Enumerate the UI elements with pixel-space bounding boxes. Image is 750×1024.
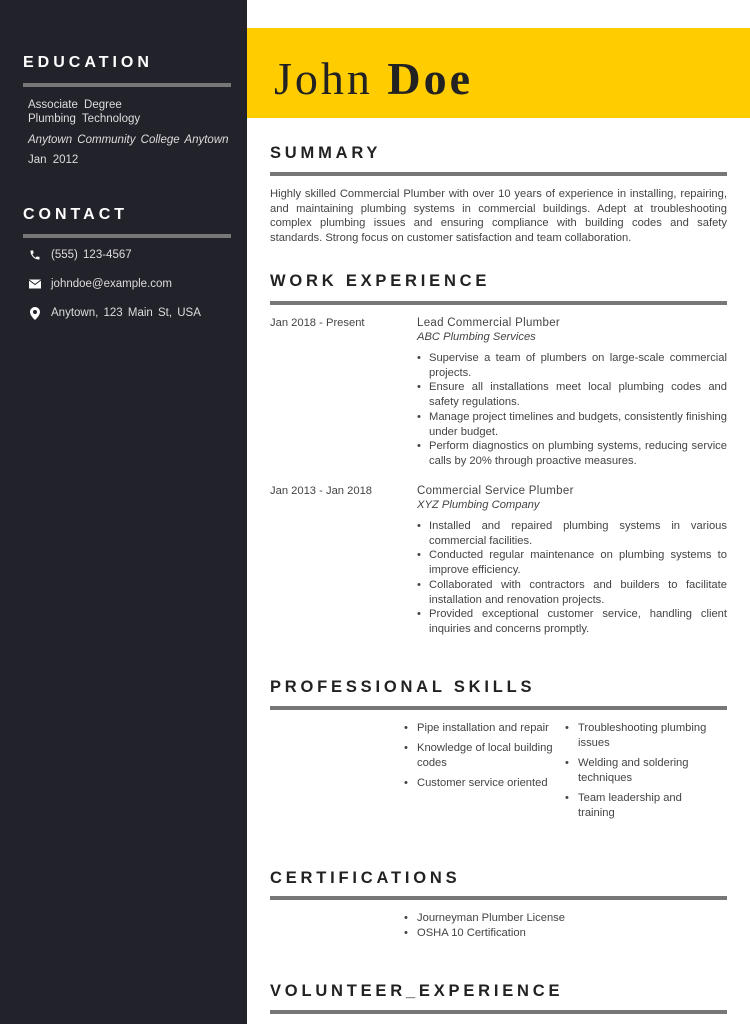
job-bullet: • Supervise a team of plumbers on large-scale commercial projects.: [417, 351, 727, 380]
job-bullets: [417, 351, 727, 469]
certification-item: • Journeyman Plumber License: [403, 911, 565, 926]
first-name: John: [274, 53, 373, 104]
summary-text: Highly skilled Commercial Plumber with over 10 years of experience in installing, repairing, and maintaining plumbing systems in commercial buildings. Adept at troubleshooting complex plumbing issues and ensuring compliance with building codes and safety standards. Strong focus on customer satisfaction and team collaboration.: [270, 188, 727, 245]
skills-column-1: [403, 721, 563, 796]
job-bullet: • Manage project timelines and budgets, consistently finishing under budget.: [417, 410, 727, 439]
job-bullet: • Ensure all installations meet local plumbing codes and safety regulations.: [417, 380, 727, 409]
education-date: Jan 2012: [28, 154, 79, 166]
envelope-icon: [28, 277, 42, 291]
contact-address: [28, 306, 201, 320]
summary-heading: SUMMARY: [270, 144, 382, 162]
name-banner: [247, 28, 750, 118]
certifications-divider: [270, 896, 727, 900]
job-company: ABC Plumbing Services: [417, 331, 536, 343]
certifications-list: [403, 911, 565, 941]
contact-divider: [23, 234, 231, 238]
contact-phone-text: (555) 123-4567: [51, 249, 132, 261]
skill-item: • Pipe installation and repair: [403, 721, 563, 736]
skill-item: • Team leadership and training: [564, 791, 714, 820]
certifications-heading: CERTIFICATIONS: [270, 869, 461, 887]
job-dates: Jan 2018 - Present: [270, 317, 365, 329]
education-field: Plumbing Technology: [28, 113, 141, 125]
job-bullet: • Conducted regular maintenance on plumbing systems to improve efficiency.: [417, 548, 727, 577]
skills-column-2: [564, 721, 714, 826]
last-name: Doe: [387, 53, 474, 104]
skills-heading: PROFESSIONAL SKILLS: [270, 678, 536, 696]
education-heading: EDUCATION: [23, 54, 153, 71]
work-experience-heading: WORK EXPERIENCE: [270, 272, 491, 290]
contact-email[interactable]: [28, 277, 172, 291]
map-pin-icon: [28, 306, 42, 320]
job-bullet: • Collaborated with contractors and builders to facilitate installation and renovation projects.: [417, 578, 727, 607]
skill-item: • Knowledge of local building codes: [403, 741, 563, 770]
volunteer-divider: [270, 1010, 727, 1014]
job-bullet: • Provided exceptional customer service, handling client inquiries and concerns promptly.: [417, 607, 727, 636]
phone-icon: [28, 248, 42, 262]
job-title: Commercial Service Plumber: [417, 485, 574, 497]
skill-item: • Troubleshooting plumbing issues: [564, 721, 714, 750]
job-title: Lead Commercial Plumber: [417, 317, 561, 329]
job-bullet: • Perform diagnostics on plumbing systems, reducing service calls by 20% through proactive measures.: [417, 439, 727, 468]
education-degree: Associate Degree: [28, 99, 122, 111]
contact-address-text: Anytown, 123 Main St, USA: [51, 307, 201, 319]
education-school: Anytown Community College Anytown: [28, 134, 229, 146]
volunteer-heading: VOLUNTEER_EXPERIENCE: [270, 982, 564, 1000]
summary-divider: [270, 172, 727, 176]
job-company: XYZ Plumbing Company: [417, 499, 540, 511]
job-bullet: • Installed and repaired plumbing systems in various commercial facilities.: [417, 519, 727, 548]
skill-item: • Customer service oriented: [403, 776, 563, 791]
certification-item: • OSHA 10 Certification: [403, 926, 565, 941]
skills-divider: [270, 706, 727, 710]
work-experience-divider: [270, 301, 727, 305]
full-name: [274, 54, 473, 104]
skill-item: • Welding and soldering techniques: [564, 756, 714, 785]
job-bullets: [417, 519, 727, 637]
contact-email-text: johndoe@example.com: [51, 278, 172, 290]
job-dates: Jan 2013 - Jan 2018: [270, 485, 373, 497]
contact-heading: CONTACT: [23, 206, 129, 223]
education-divider: [23, 83, 231, 87]
sidebar: [0, 0, 247, 1024]
contact-phone[interactable]: [28, 248, 132, 262]
